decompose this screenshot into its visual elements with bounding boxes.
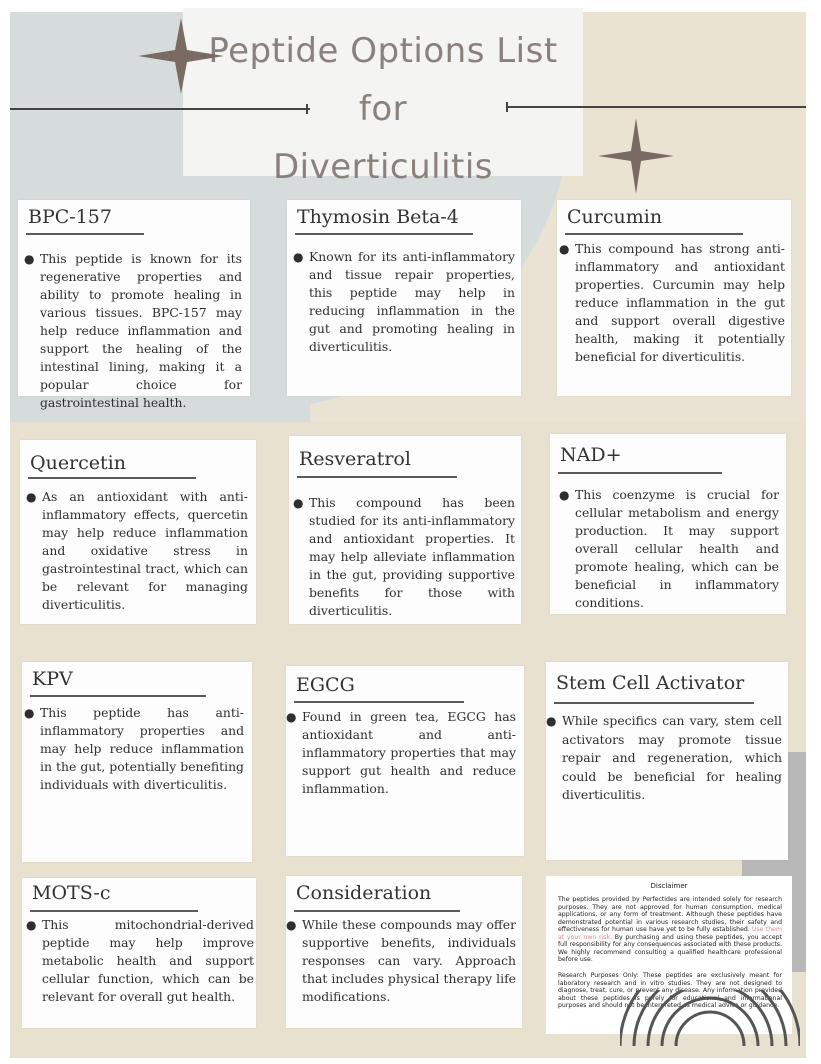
title-line-3: Diverticulitis [272, 147, 494, 187]
card-body-text: This compound has been studied for its anti-inflammatory and antioxidant properties. It may help alleviate inflammation in the gut, providing supportive benefits for those with diverticulitis. [309, 495, 515, 618]
divider-line-left [10, 108, 310, 110]
card-description [293, 494, 515, 620]
disclaimer-heading: Disclaimer [650, 882, 688, 890]
bullet-icon: ● [293, 496, 304, 510]
card-title: MOTS-c [32, 882, 111, 904]
card-title: KPV [32, 668, 73, 690]
title-underline [554, 702, 754, 704]
card-mots-c [22, 878, 256, 1028]
card-body-text: While specifics can vary, stem cell activators may promote tissue repair and regeneration, which could be beneficial for healing diverticulitis. [562, 713, 782, 802]
card-title: BPC-157 [28, 206, 112, 228]
card-consideration [286, 876, 522, 1028]
card-body-text: This peptide is known for its regenerative properties and ability to promote healing in various tissues. BPC-157 may help reduce inflammation and support the healing of the intestinal lining, making it a popular choice for gastrointestinal health. [40, 251, 242, 410]
title-underline [294, 701, 464, 703]
bullet-icon: ● [546, 714, 557, 728]
card-body-text: Found in green tea, EGCG has antioxidant and anti-inflammatory properties that may support gut health and reduce inflammation. [302, 709, 516, 796]
four-point-star-icon [138, 18, 224, 94]
card-description [546, 712, 782, 805]
divider-tick-left [306, 104, 308, 114]
four-point-star-icon [598, 118, 674, 194]
card-description [286, 708, 516, 798]
card-description [286, 916, 516, 1006]
card-body-text: Known for its anti-inflammatory and tissue repair properties, this peptide may help in reducing inflammation in the gut and promoting healing in diverticulitis. [309, 249, 515, 354]
bullet-icon: ● [24, 706, 35, 720]
card-bpc-157 [18, 200, 250, 410]
arc-pattern-decoration [620, 990, 800, 1046]
card-description [559, 240, 785, 366]
card-description [24, 250, 242, 412]
card-description [24, 704, 244, 794]
card-thymosin-beta-4 [287, 200, 521, 396]
disclaimer-paragraph-1 [558, 896, 782, 964]
disclaimer-text: The peptides provided by Perfectides are intended solely for research purposes. They are not approved for human consumption, medical applications, or any form of treatment. Although these peptides have demonstrated potential in various research studies, their safety and effectiveness for human use have yet to be fully established. [558, 896, 782, 933]
bullet-icon: ● [286, 918, 297, 932]
bullet-icon: ● [26, 918, 37, 932]
card-body-text: This peptide has anti-inflammatory properties and may help reduce inflammation in the gut, potentially benefiting individuals with diverticulitis. [40, 705, 244, 792]
title-underline [558, 472, 722, 474]
card-stem-cell-activator [546, 662, 788, 860]
title-underline [30, 910, 198, 912]
card-quercetin [20, 440, 256, 624]
title-underline [28, 477, 196, 479]
title-underline [26, 233, 144, 235]
bullet-icon: ● [24, 252, 35, 266]
card-title: Quercetin [30, 452, 126, 474]
title-underline [295, 233, 473, 235]
card-title: Resveratrol [299, 448, 411, 470]
card-description [26, 916, 254, 1006]
card-description [293, 248, 515, 356]
title-line-2: for [358, 89, 408, 129]
card-title: Curcumin [567, 206, 663, 228]
bullet-icon: ● [286, 710, 297, 724]
disclaimer-text: By purchasing and using these peptides, you accept full responsibility for any consequences associated with these products. We highly recommend consulting a qualified healthcare professional before use. [558, 933, 783, 963]
card-title: Stem Cell Activator [556, 672, 745, 694]
card-body-text: While these compounds may offer supportive benefits, individuals responses can vary. Approach that includes physical therapy life modifications. [302, 917, 516, 1004]
card-title: Consideration [296, 882, 432, 904]
card-title: Thymosin Beta-4 [297, 206, 459, 228]
card-egcg [286, 666, 524, 856]
bullet-icon: ● [293, 250, 304, 264]
divider-line-right [506, 106, 806, 108]
card-body-text: This mitochondrial-derived peptide may help improve metabolic health and support cellular function, which can be relevant for overall gut health. [42, 917, 254, 1004]
title-underline [297, 476, 457, 478]
card-description [559, 486, 779, 612]
card-body-text: This compound has strong anti-inflammatory and antioxidant properties. Curcumin may help reduce inflammation in the gut and support overall digestive health, making it potentially beneficial for diverticulitis. [575, 241, 785, 364]
bullet-icon: ● [559, 242, 570, 256]
card-title: EGCG [296, 674, 355, 696]
card-body-text: This coenzyme is crucial for cellular metabolism and energy production. It may support overall cellular health and promote healing, which can be beneficial in inflammatory conditions. [575, 487, 779, 610]
card-resveratrol [289, 436, 521, 624]
card-curcumin [557, 200, 791, 396]
card-description [26, 488, 248, 614]
bullet-icon: ● [559, 488, 570, 502]
disclaimer-warning-text: Use them at your own risk. [558, 926, 782, 941]
card-nad [550, 434, 786, 614]
disclaimer-paragraph-2: Research Purposes Only: These peptides are exclusively meant for laboratory research and in vitro studies. They are not designed to diagnose, treat, cure, or prevent any disease. Any information provided about these peptides is purely for educational and informational purposes and should not be interpreted as medical advice or guidance. [558, 972, 782, 1009]
card-title: NAD+ [560, 444, 622, 466]
title-underline [565, 233, 743, 235]
card-body-text: As an antioxidant with anti-inflammatory effects, quercetin may help reduce inflammation and oxidative stress in gastrointestinal tract, which can be relevant for managing diverticulitis. [42, 489, 248, 612]
card-kpv [22, 662, 252, 862]
title-line-1: Peptide Options List [208, 31, 558, 71]
title-underline [294, 910, 460, 912]
divider-tick-right [506, 102, 508, 112]
title-underline [30, 695, 206, 697]
bullet-icon: ● [26, 490, 37, 504]
